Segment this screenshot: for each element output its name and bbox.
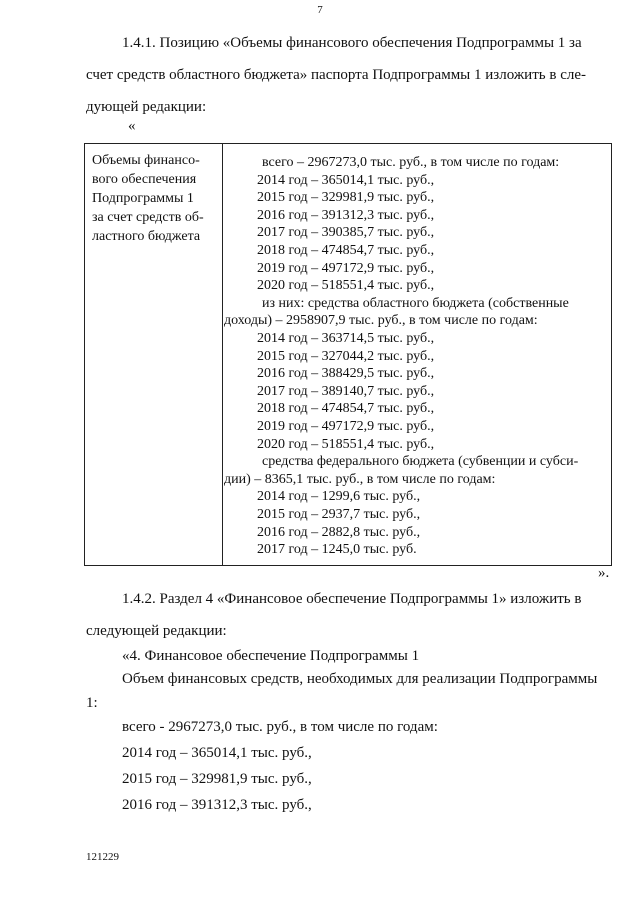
section-4-heading: «4. Финансовое обеспечение Подпрограммы 1 [122, 648, 420, 664]
table-value-line: 2017 год – 389140,7 тыс. руб., [257, 383, 435, 399]
financing-table [84, 143, 612, 566]
section-4-year-line: 2014 год – 365014,1 тыс. руб., [122, 745, 312, 761]
document-code: 121229 [86, 851, 119, 863]
table-value-line: 2016 год – 2882,8 тыс. руб., [257, 524, 421, 540]
item-1-4-1-line-2: счет средств областного бюджета» паспорта Подпрограммы 1 изложить в сле- [86, 67, 586, 83]
table-value-line: 2019 год – 497172,9 тыс. руб., [257, 419, 435, 434]
table-value-line: 2017 год – 390385,7 тыс. руб., [257, 225, 435, 241]
section-4-year-line: 2016 год – 391312,3 тыс. руб., [122, 797, 312, 813]
section-4-intro-line-1: Объем финансовых средств, необходимых для реализации Подпрограммы [122, 671, 598, 687]
section-4-total-line: всего - 2967273,0 тыс. руб., в том числе по годам: [122, 719, 438, 735]
table-value-line: 2016 год – 391312,3 тыс. руб., [257, 207, 435, 223]
table-value-line: из них: средства областного бюджета (собственные [262, 295, 569, 311]
table-value-line: 2014 год – 363714,5 тыс. руб., [257, 331, 435, 346]
table-value-line: 2020 год – 518551,4 тыс. руб., [257, 278, 435, 294]
table-value-line: 2015 год – 2937,7 тыс. руб., [257, 507, 421, 522]
table-value-line: доходы) – 2958907,9 тыс. руб., в том числе по годам: [224, 313, 538, 329]
item-1-4-2-line-1: 1.4.2. Раздел 4 «Финансовое обеспечение Подпрограммы 1» изложить в [122, 591, 582, 607]
table-value-line: дии) – 8365,1 тыс. руб., в том числе по годам: [224, 471, 496, 487]
opening-quote: « [128, 118, 136, 134]
table-value-line: 2015 год – 327044,2 тыс. руб., [257, 348, 435, 364]
table-value-line: 2016 год – 388429,5 тыс. руб., [257, 366, 435, 382]
table-value-line: 2014 год – 365014,1 тыс. руб., [257, 172, 435, 188]
table-value-line: 2017 год – 1245,0 тыс. руб. [257, 542, 417, 558]
table-value-line: 2014 год – 1299,6 тыс. руб., [257, 489, 421, 505]
table-value-line: средства федерального бюджета (субвенции и субси- [262, 454, 579, 470]
table-value-line: 2018 год – 474854,7 тыс. руб., [257, 243, 435, 258]
section-4-year-line: 2015 год – 329981,9 тыс. руб., [122, 771, 312, 787]
table-value-line: всего – 2967273,0 тыс. руб., в том числе по годам: [262, 155, 560, 170]
item-1-4-1-line-1: 1.4.1. Позицию «Объемы финансового обеспечения Подпрограммы 1 за [122, 35, 582, 51]
item-1-4-2-line-2: следующей редакции: [86, 623, 227, 639]
table-value-line: 2019 год – 497172,9 тыс. руб., [257, 260, 435, 276]
page-number: 7 [317, 4, 323, 16]
table-value-line: 2018 год – 474854,7 тыс. руб., [257, 401, 435, 417]
table-label-cell: Объемы финансо- вого обеспечения Подпрограммы 1 за счет средств об- ластного бюджета [92, 153, 204, 244]
closing-quote: ». [598, 565, 610, 581]
item-1-4-1-line-3: дующей редакции: [86, 99, 207, 115]
section-4-intro-line-2: 1: [86, 695, 98, 711]
table-value-line: 2020 год – 518551,4 тыс. руб., [257, 436, 435, 452]
table-column-divider [222, 144, 223, 565]
table-value-line: 2015 год – 329981,9 тыс. руб., [257, 190, 435, 206]
